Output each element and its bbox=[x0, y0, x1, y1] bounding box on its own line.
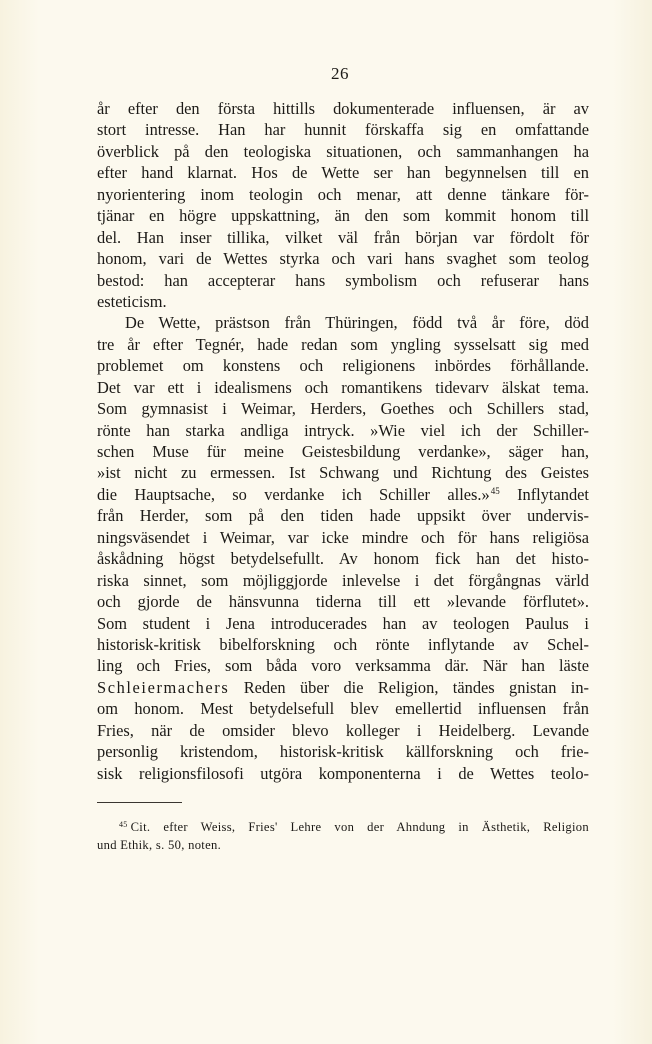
text-line: tre år efter Tegnér, hade redan som yngling sysselsatt sig med bbox=[97, 334, 589, 354]
text-line: historisk-kritisk bibelforskning och rönte inflytande av Schel- bbox=[97, 634, 589, 654]
text-line: år efter den första hittills dokumenterade influensen, är av bbox=[97, 99, 589, 118]
text-line-with-spaced-name bbox=[97, 677, 589, 698]
text-line: Fries, när de omsider blevo kolleger i Heidelberg. Levande bbox=[97, 720, 589, 740]
text-line: honom, vari de Wettes styrka och vari hans svaghet som teolog bbox=[97, 249, 589, 269]
text-line: personlig kristendom, historisk-kritisk källforskning och frie- bbox=[97, 742, 589, 762]
text-line: efter hand klarnat. Hos de Wette ser han begynnelsen till en bbox=[97, 163, 589, 183]
text-line: Som gymnasist i Weimar, Herders, Goethes och Schillers stad, bbox=[97, 399, 589, 419]
paragraph-2 bbox=[97, 312, 589, 784]
page-number: 26 bbox=[331, 64, 349, 83]
footnote-number: 45 bbox=[119, 820, 128, 829]
main-text bbox=[97, 98, 589, 784]
text-line: och gjorde de hänsvunna tiderna till ett »levande förflutet». bbox=[97, 592, 589, 612]
text-line: schen Muse für meine Geistesbildung verdanke», säger han, bbox=[97, 442, 589, 461]
text-line: ling och Fries, som båda voro verksamma där. När han läste bbox=[97, 656, 589, 676]
footnote bbox=[97, 818, 589, 854]
text-line: »ist nicht zu ermessen. Ist Schwang und Richtung des Geistes bbox=[97, 463, 589, 483]
text-line: rönte han starka andliga intryck. »Wie viel ich der Schiller- bbox=[97, 420, 589, 440]
text-line: bestod: han accepterar hans symbolism och refuserar hans bbox=[97, 270, 589, 290]
footnote-line bbox=[97, 818, 589, 836]
text-line: De Wette, prästson från Thüringen, född två år före, död bbox=[125, 313, 589, 333]
footnote-divider bbox=[97, 802, 182, 803]
text-line: sisk religionsfilosofi utgöra komponenterna i de Wettes teolo- bbox=[97, 763, 589, 783]
footnote-text: Cit. efter Weiss, Fries' Lehre von der Ahndung in Ästhetik, Religion bbox=[130, 820, 589, 834]
text-line: nyorientering inom teologin och menar, att denne tänkare för- bbox=[97, 184, 589, 204]
text-line: problemet om konstens och religionens inbördes förhållande. bbox=[97, 356, 589, 376]
text-line-with-footnote bbox=[97, 484, 589, 505]
text-tail: Reden über die Religion, tändes gnistan in- bbox=[243, 677, 589, 697]
footnote-line: und Ethik, s. 50, noten. bbox=[97, 838, 222, 852]
text-line: åskådning högst betydelsefullt. Av honom fick han det histo- bbox=[97, 549, 589, 569]
text-line: överblick på den teologiska situationen, och sammanhangen ha bbox=[97, 141, 589, 161]
text-line: från Herder, som på den tiden hade uppsikt över undervis- bbox=[97, 506, 589, 526]
text-line: ningsväsendet i Weimar, var icke mindre och för hans religiösa bbox=[97, 527, 589, 547]
text-line: om honom. Mest betydelsefull blev emellertid influensen från bbox=[97, 699, 589, 719]
text-line: del. Han inser tillika, vilket väl från början var fördolt för bbox=[97, 227, 589, 247]
text-line: Det var ett i idealismens och romantikens tidevarv älskat tema. bbox=[97, 377, 589, 397]
footnote-reference[interactable]: 45 bbox=[490, 485, 500, 496]
paragraph-1 bbox=[97, 98, 589, 312]
text-line: Som student i Jena introducerades han av teologen Paulus i bbox=[97, 613, 589, 633]
text-line: stort intresse. Han har hunnit förskaffa sig en omfattande bbox=[97, 120, 589, 140]
quote-text: die Hauptsache, so verdanke ich Schiller alles.» bbox=[97, 484, 490, 504]
text-line: esteticism. bbox=[97, 291, 167, 311]
text-line: tjänar en högre uppskattning, än den som kommit honom till bbox=[97, 206, 589, 226]
spaced-name: Schleiermachers bbox=[97, 677, 230, 697]
text-line: riska sinnet, som möjliggjorde inlevelse i det förgångnas värld bbox=[97, 570, 589, 590]
text-tail: Inflytandet bbox=[517, 484, 589, 504]
